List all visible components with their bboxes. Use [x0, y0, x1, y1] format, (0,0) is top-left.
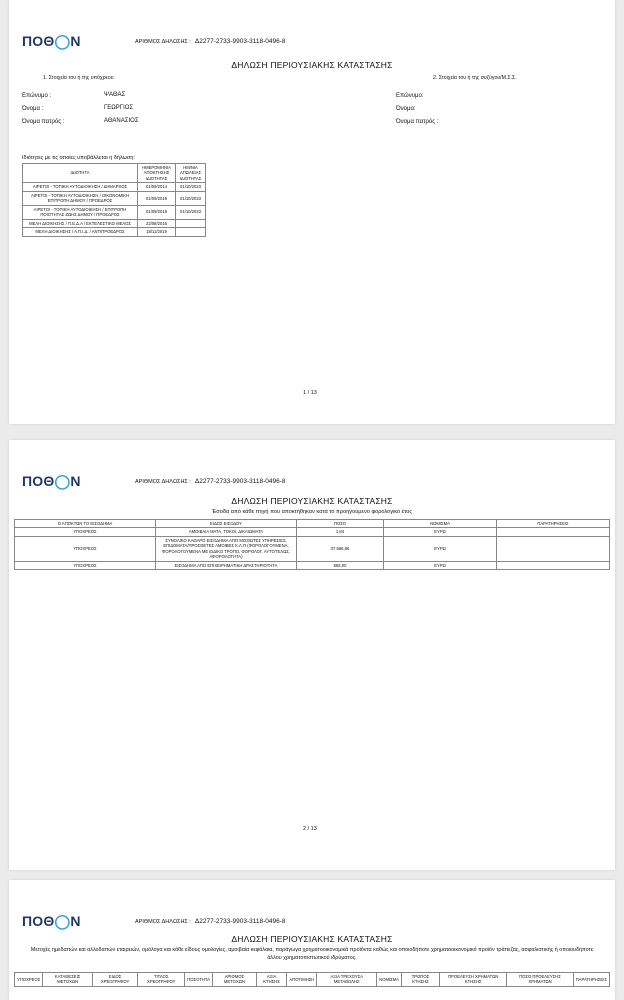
table-header-cell: ΠΟΣΟ — [297, 520, 384, 528]
page-title: ΔΗΛΩΣΗ ΠΕΡΙΟΥΣΙΑΚΗΣ ΚΑΤΑΣΤΑΣΗΣ — [231, 934, 393, 944]
table-cell: ΑΙΡΕΤΟΙ - ΤΟΠΙΚΗ ΑΥΤΟΔΙΟΙΚΗΣΗ / ΔΗΜΑΡΧΟΣ — [23, 183, 138, 191]
page-number: 1 / 13 — [303, 390, 317, 396]
table-row — [23, 183, 206, 191]
page-title: ΔΗΛΩΣΗ ΠΕΡΙΟΥΣΙΑΚΗΣ ΚΑΤΑΣΤΑΣΗΣ — [231, 496, 393, 506]
section-2-heading: 2. Στοιχεία του ή της συζύγου/Μ.Σ.Σ. — [433, 75, 517, 81]
table-cell — [497, 536, 610, 561]
logo-o-icon: ◯ — [54, 913, 71, 929]
document-page-1 — [9, 0, 615, 424]
table-row — [15, 528, 610, 536]
name-label: Όνομα : — [22, 106, 44, 112]
table-cell: ΜΕΛΗ ΔΙΟΙΚΗΣΗΣ / Α.Π.Ι.Δ. / ΑΝΤΙΠΡΟΕΔΡΟΣ — [23, 228, 138, 236]
page-number: 2 / 13 — [303, 826, 317, 832]
table-header-row — [15, 520, 610, 528]
table-cell: 37.566,86 — [297, 536, 384, 561]
table-row — [23, 205, 206, 219]
section-1-heading: 1. Στοιχεία του ή της υπόχρεου — [43, 75, 114, 81]
logo-o-icon: ◯ — [54, 473, 71, 489]
table-cell: ΕΙΣΟΔΗΜΑ ΑΠΟ ΕΠΙΧΕΙΡΗΜΑΤΙΚΗ ΔΡΑΣΤΗΡΙΟΤΗΤΑ — [156, 561, 297, 569]
table-header-cell: ΑΞΙΑ ΤΡΕΧΟΥΣΑ ΜΕΤΑΒΟΛΗΣ — [317, 973, 377, 987]
table-cell: 01/10/2023 — [176, 205, 206, 219]
table-header-cell: ΝΟΜΙΣΜΑ — [384, 520, 497, 528]
poten-logo: ΠΟΘ◯Ν — [22, 33, 81, 49]
securities-table — [14, 972, 610, 987]
page-title: ΔΗΛΩΣΗ ΠΕΡΙΟΥΣΙΑΚΗΣ ΚΑΤΑΣΤΑΣΗΣ — [231, 60, 393, 70]
table-cell — [176, 219, 206, 227]
document-page-2 — [9, 440, 615, 870]
table-header-cell: ΚΑΤΑΘΕΣΕΙΣ ΜΕΤΟΧΩΝ — [43, 973, 93, 987]
table-header-cell: ΝΟΜΙΣΜΑ — [377, 973, 402, 987]
surname-value: ΨΑΘΑΣ — [104, 92, 126, 98]
table-cell: ΕΥΡΩ — [384, 528, 497, 536]
table-cell: 01/09/2014 — [138, 183, 176, 191]
table-cell — [497, 561, 610, 569]
logo-o-icon: ◯ — [54, 33, 71, 49]
spouse-surname-label: Επώνυμο: — [396, 93, 424, 99]
table-cell: 01/10/2023 — [176, 183, 206, 191]
table-cell: ΣΥΝΟΛΙΚΟ ΚΑΘΑΡΟ ΕΙΣΟΔΗΜΑ ΑΠΟ ΜΙΣΘΩΤΕΣ ΥΠΗΡΕΣΙΕΣ, ΕΠΙΔΟΜΑΤΑ/ΠΡΟΣΘΕΤΕΣ ΑΜΟΙΒΕΣ Κ.Λ.Π.(ΦΟΡΟΛΟΓΟΥΜΕΝΑ, ΦΟΡΟΛΟΓΟΥΜΕΝΑ ΜΕ ΕΙΔΙΚΟ ΤΡΟΠΟ, ΦΟΡΟΛΟΓ. ΑΥΤΟΤΕΛΩΣ, ΑΦΟΡΟΛΟΓΗΤΑ) — [156, 536, 297, 561]
table-header-cell: ΑΡΙΘΜΟΣ ΜΕΤΟΧΩΝ — [212, 973, 256, 987]
table-cell: ΕΥΡΩ — [384, 536, 497, 561]
table-header-cell: ΠΡΟΕΛΕΥΣΗ ΧΡΗΜΑΤΩΝ ΚΤΗΣΗΣ — [439, 973, 507, 987]
table-header-cell: ΑΞΙΑ ΚΤΗΣΗΣ — [256, 973, 287, 987]
table-cell: ΑΙΡΕΤΟΙ - ΤΟΠΙΚΗ ΑΥΤΟΔΙΟΙΚΗΣΗ / ΕΠΙΤΡΟΠΗ ΠΟΙΟΤΗΤΑΣ ΖΩΗΣ ΔΗΜΟΥ / ΠΡΟΕΔΡΟΣ — [23, 205, 138, 219]
table-header-cell: ΥΠΟΧΡΕΟΣ — [15, 973, 43, 987]
table-cell: ΥΠΟΧΡΕΟΣ — [15, 536, 156, 561]
table-header-cell: ΠΑΡΑΤΗΡΗΣΕΙΣ — [573, 973, 609, 987]
table-row — [23, 228, 206, 236]
table-cell: 18/11/2019 — [138, 228, 176, 236]
table-row — [23, 191, 206, 205]
document-page-3 — [9, 880, 615, 1000]
table-cell — [176, 228, 206, 236]
poten-logo: ΠΟΘ◯Ν — [22, 473, 81, 489]
table-header-cell: ΕΙΔΟΣ ΕΙΣΟΔΟΥ — [156, 520, 297, 528]
table-header-row — [23, 164, 206, 183]
table-cell: 22/08/2016 — [138, 219, 176, 227]
table-header-cell: Ο ΑΠΟΚΤΩΝ ΤΟ ΕΙΣΟΔΗΜΑ — [15, 520, 156, 528]
table-row — [15, 536, 610, 561]
securities-subtitle: Μετοχές ημεδαπών και αλλοδαπών εταιρειών, ομόλογα και κάθε είδους ομολογίες, αμοιβαία κεφάλαια, παράγωγα χρηματοοικονομικά προϊόντα καθώς και οποιοδήποτε χρηματοοικονομικό προϊόν τράπεζας, ασφαλιστικής ή οποιουδήποτε άλλου χρηματοπιστωτικού ιδρύματος. — [30, 947, 594, 961]
table-header-cell: ΗΜ/ΝΙΑ ΑΠΩΛΕΙΑΣ ΙΔΙΟΤΗΤΑΣ — [176, 164, 206, 183]
table-header-cell: ΤΡΟΠΟΣ ΚΤΗΣΗΣ — [401, 973, 439, 987]
capacities-table — [22, 163, 206, 237]
income-table — [14, 519, 610, 570]
table-cell: 01/10/2023 — [176, 191, 206, 205]
table-cell: 01/09/2019 — [138, 205, 176, 219]
declaration-number: ΑΡΙΘΜΟΣ ΔΗΛΩΣΗΣ : Δ2277-2733-9903-3118-0496-8 — [135, 478, 286, 485]
capacities-intro: Ιδιότητες με τις οποίες υποβάλλεται η δήλωση: — [22, 155, 135, 161]
table-header-cell: ΤΙΤΛΟΣ ΧΡΕΟΓΡΑΦΟΥ — [138, 973, 185, 987]
table-header-cell: ΗΜΕΡΟΜΗΝΙΑ ΑΠΟΚΤΗΣΗΣ ΙΔΙΟΤΗΤΑΣ — [138, 164, 176, 183]
table-row — [15, 561, 610, 569]
table-header-cell: ΠΑΡΑΤΗΡΗΣΕΙΣ — [497, 520, 610, 528]
declaration-number: ΑΡΙΘΜΟΣ ΔΗΛΩΣΗΣ : Δ2277-2733-9903-3118-0496-8 — [135, 38, 286, 45]
name-value: ΓΕΩΡΓΙΟΣ — [104, 105, 134, 111]
declaration-number: ΑΡΙΘΜΟΣ ΔΗΛΩΣΗΣ : Δ2277-2733-9903-3118-0496-8 — [135, 918, 286, 925]
table-cell — [497, 528, 610, 536]
spouse-father-label: Όνομα πατρός : — [396, 119, 439, 125]
spouse-name-label: Όνομα: — [396, 106, 416, 112]
table-row — [23, 219, 206, 227]
table-header-cell: ΠΟΣΟΤΗΤΑ — [185, 973, 213, 987]
table-header-cell: ΑΠΟΤΙΜΗΣΗ — [287, 973, 317, 987]
table-cell: ΑΜΟΙΒΑΙΑ ΜΑΤΑ, ΤΟΚΟΙ, ΔΙΚΑΙΩΜΑΤΑ — [156, 528, 297, 536]
father-value: ΑΘΑΝΑΣΙΟΣ — [104, 118, 139, 124]
table-cell: 01/09/2019 — [138, 191, 176, 205]
table-cell: ΥΠΟΧΡΕΟΣ — [15, 561, 156, 569]
income-subtitle: Έσοδα από κάθε πηγή που αποκτήθηκαν κατά το προηγούμενο φορολογικό έτος — [211, 509, 413, 515]
table-header-cell: ΕΙΔΟΣ ΧΡΕΟΓΡΑΦΟΥ — [92, 973, 137, 987]
table-header-cell: ΠΟΣΟ ΠΡΟΕΛΕΥΣΗΣ ΧΡΗΜΑΤΩΝ — [507, 973, 573, 987]
table-cell: 1,84 — [297, 528, 384, 536]
table-header-cell: ΙΔΙΟΤΗΤΑ — [23, 164, 138, 183]
table-cell: ΥΠΟΧΡΕΟΣ — [15, 528, 156, 536]
table-cell: ΕΥΡΩ — [384, 561, 497, 569]
table-cell: 665,00 — [297, 561, 384, 569]
poten-logo: ΠΟΘ◯Ν — [22, 913, 81, 929]
table-cell: ΜΕΛΗ ΔΙΟΙΚΗΣΗΣ / Π.Ε.Δ.Α / ΕΚΤΕΛΕΣΤΙΚΟ ΜΕΛΟΣ — [23, 219, 138, 227]
table-cell: ΑΙΡΕΤΟΙ - ΤΟΠΙΚΗ ΑΥΤΟΔΙΟΙΚΗΣΗ / ΟΙΚΟΝΟΜΙΚΗ ΕΠΙΤΡΟΠΗ ΔΗΜΟΥ / ΠΡΟΕΔΡΟΣ — [23, 191, 138, 205]
father-label: Όνομα πατρός : — [22, 119, 65, 125]
surname-label: Επώνυμο : — [22, 93, 52, 99]
table-header-row — [15, 973, 610, 987]
